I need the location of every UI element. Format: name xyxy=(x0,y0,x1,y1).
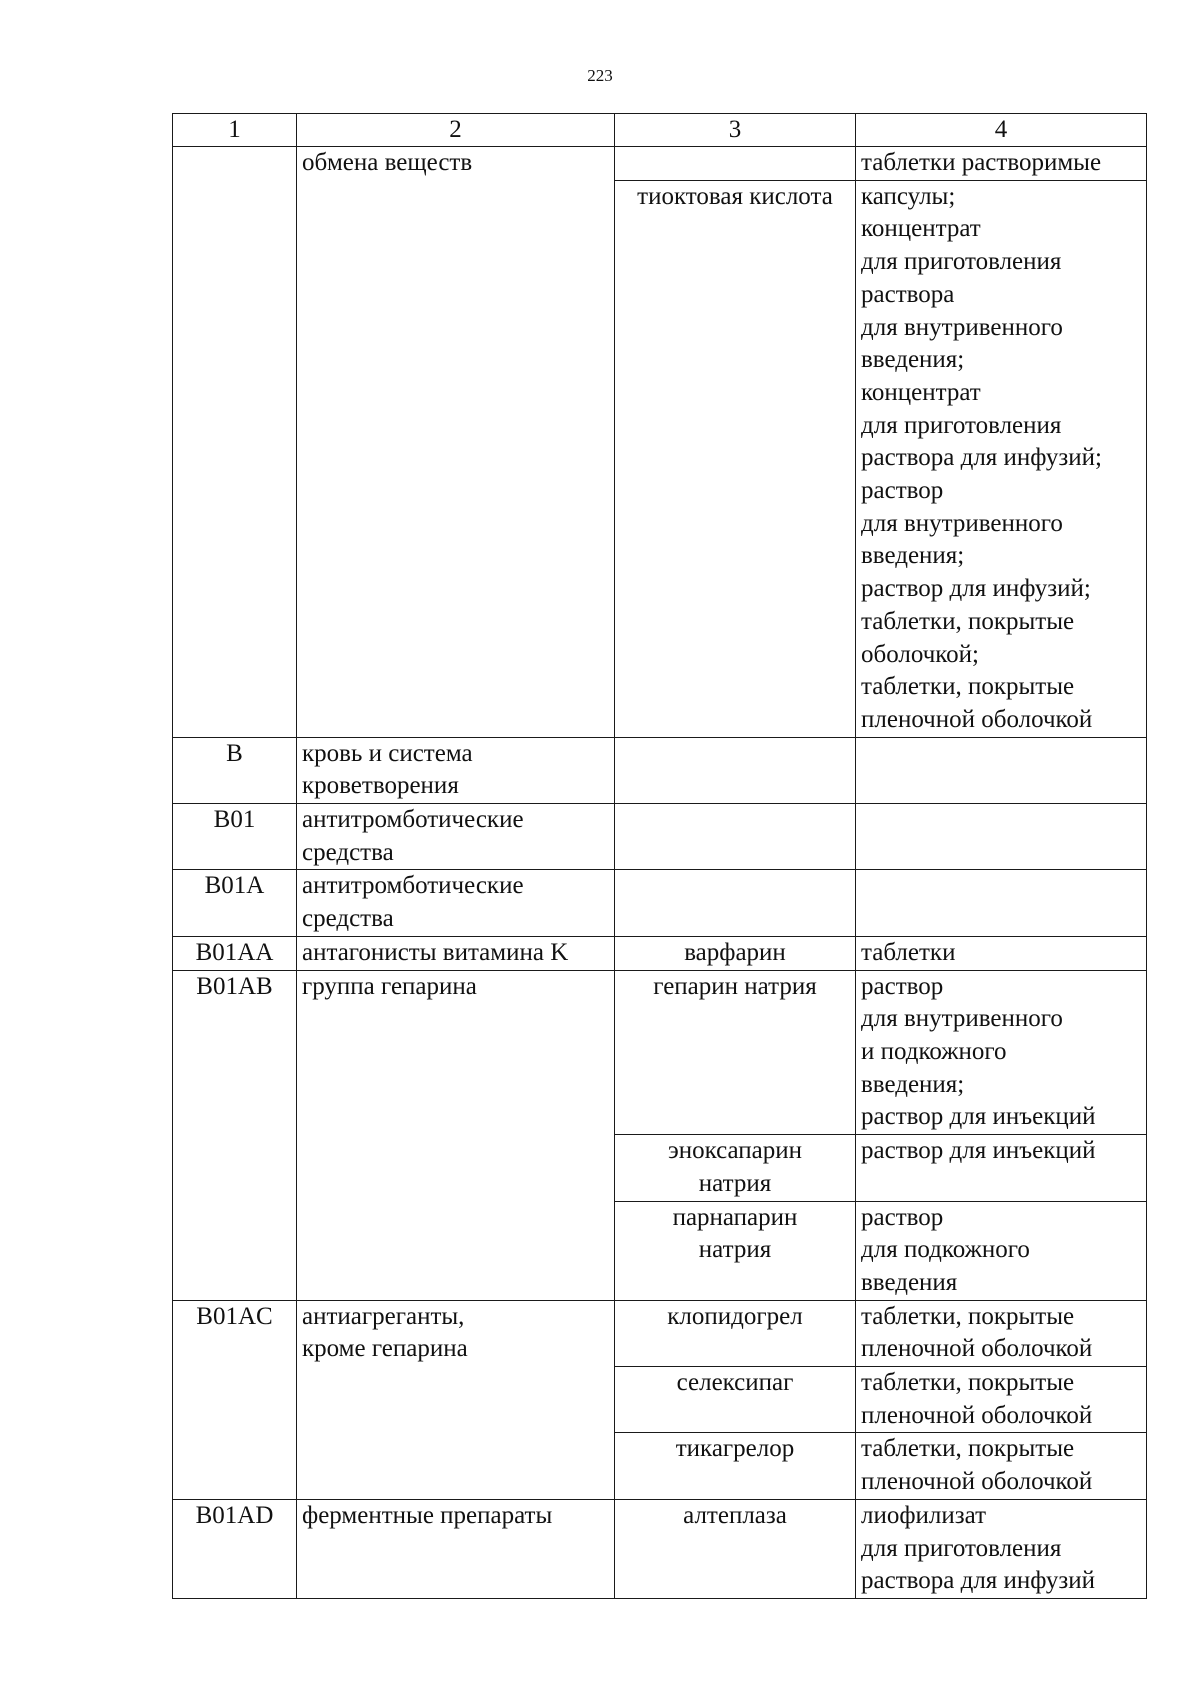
column-header-2: 2 xyxy=(297,114,615,147)
dosage-form-cell xyxy=(856,737,1147,803)
dosage-form-cell: раствор для внутривенного и подкожного введения; раствор для инъекций xyxy=(856,970,1147,1135)
medicines-table xyxy=(172,113,1147,1599)
page-number: 223 xyxy=(587,66,613,85)
dosage-form-cell xyxy=(856,870,1147,936)
group-name-cell: антитромботические средства xyxy=(297,870,615,936)
atc-code-cell: B01 xyxy=(173,804,297,870)
drug-name-cell: тиоктовая кислота xyxy=(615,180,856,737)
table-row xyxy=(173,870,1147,936)
dosage-form-cell: таблетки, покрытые пленочной оболочкой xyxy=(856,1367,1147,1433)
drug-name-cell xyxy=(615,804,856,870)
drug-name-cell: алтеплаза xyxy=(615,1499,856,1598)
dosage-form-cell: капсулы; концентрат для приготовления раствора для внутривенного введения; концентрат для приготовления раствора для инфузий; раствор для внутривенного введения; раствор для инфузий; таблетки, покрытые оболочкой; таблетки, покрытые пленочной оболочкой xyxy=(856,180,1147,737)
group-name-cell: обмена веществ xyxy=(297,147,615,738)
table-row xyxy=(173,147,1147,181)
atc-code-cell: B01AD xyxy=(173,1499,297,1598)
table-row xyxy=(173,804,1147,870)
dosage-form-cell: таблетки, покрытые пленочной оболочкой xyxy=(856,1433,1147,1499)
table-row xyxy=(173,936,1147,970)
drug-name-cell: клопидогрел xyxy=(615,1300,856,1366)
group-name-cell: кровь и система кроветворения xyxy=(297,737,615,803)
dosage-form-cell: таблетки xyxy=(856,936,1147,970)
table-row xyxy=(173,737,1147,803)
dosage-form-cell: таблетки, покрытые пленочной оболочкой xyxy=(856,1300,1147,1366)
drug-name-cell: тикагрелор xyxy=(615,1433,856,1499)
atc-code-cell: B xyxy=(173,737,297,803)
column-header-1: 1 xyxy=(173,114,297,147)
atc-code-cell: B01AC xyxy=(173,1300,297,1499)
dosage-form-cell xyxy=(856,804,1147,870)
drug-name-cell xyxy=(615,737,856,803)
drug-name-cell: эноксапарин натрия xyxy=(615,1135,856,1201)
table-row xyxy=(173,1300,1147,1366)
dosage-form-cell: лиофилизат для приготовления раствора для инфузий xyxy=(856,1499,1147,1598)
drug-name-cell xyxy=(615,147,856,181)
group-name-cell: антагонисты витамина K xyxy=(297,936,615,970)
table-row xyxy=(173,1499,1147,1598)
group-name-cell: ферментные препараты xyxy=(297,1499,615,1598)
dosage-form-cell: раствор для инъекций xyxy=(856,1135,1147,1201)
group-name-cell: антиагреганты, кроме гепарина xyxy=(297,1300,615,1499)
drug-name-cell xyxy=(615,870,856,936)
atc-code-cell xyxy=(173,147,297,738)
atc-code-cell: B01AB xyxy=(173,970,297,1300)
dosage-form-cell: раствор для подкожного введения xyxy=(856,1201,1147,1300)
drug-name-cell: гепарин натрия xyxy=(615,970,856,1135)
drug-name-cell: варфарин xyxy=(615,936,856,970)
drug-name-cell: парнапарин натрия xyxy=(615,1201,856,1300)
drug-name-cell: селексипаг xyxy=(615,1367,856,1433)
column-header-3: 3 xyxy=(615,114,856,147)
table-header-row xyxy=(173,114,1147,147)
dosage-form-cell: таблетки растворимые xyxy=(856,147,1147,181)
atc-code-cell: B01AA xyxy=(173,936,297,970)
table-row xyxy=(173,970,1147,1135)
group-name-cell: антитромботические средства xyxy=(297,804,615,870)
group-name-cell: группа гепарина xyxy=(297,970,615,1300)
atc-code-cell: B01A xyxy=(173,870,297,936)
column-header-4: 4 xyxy=(856,114,1147,147)
